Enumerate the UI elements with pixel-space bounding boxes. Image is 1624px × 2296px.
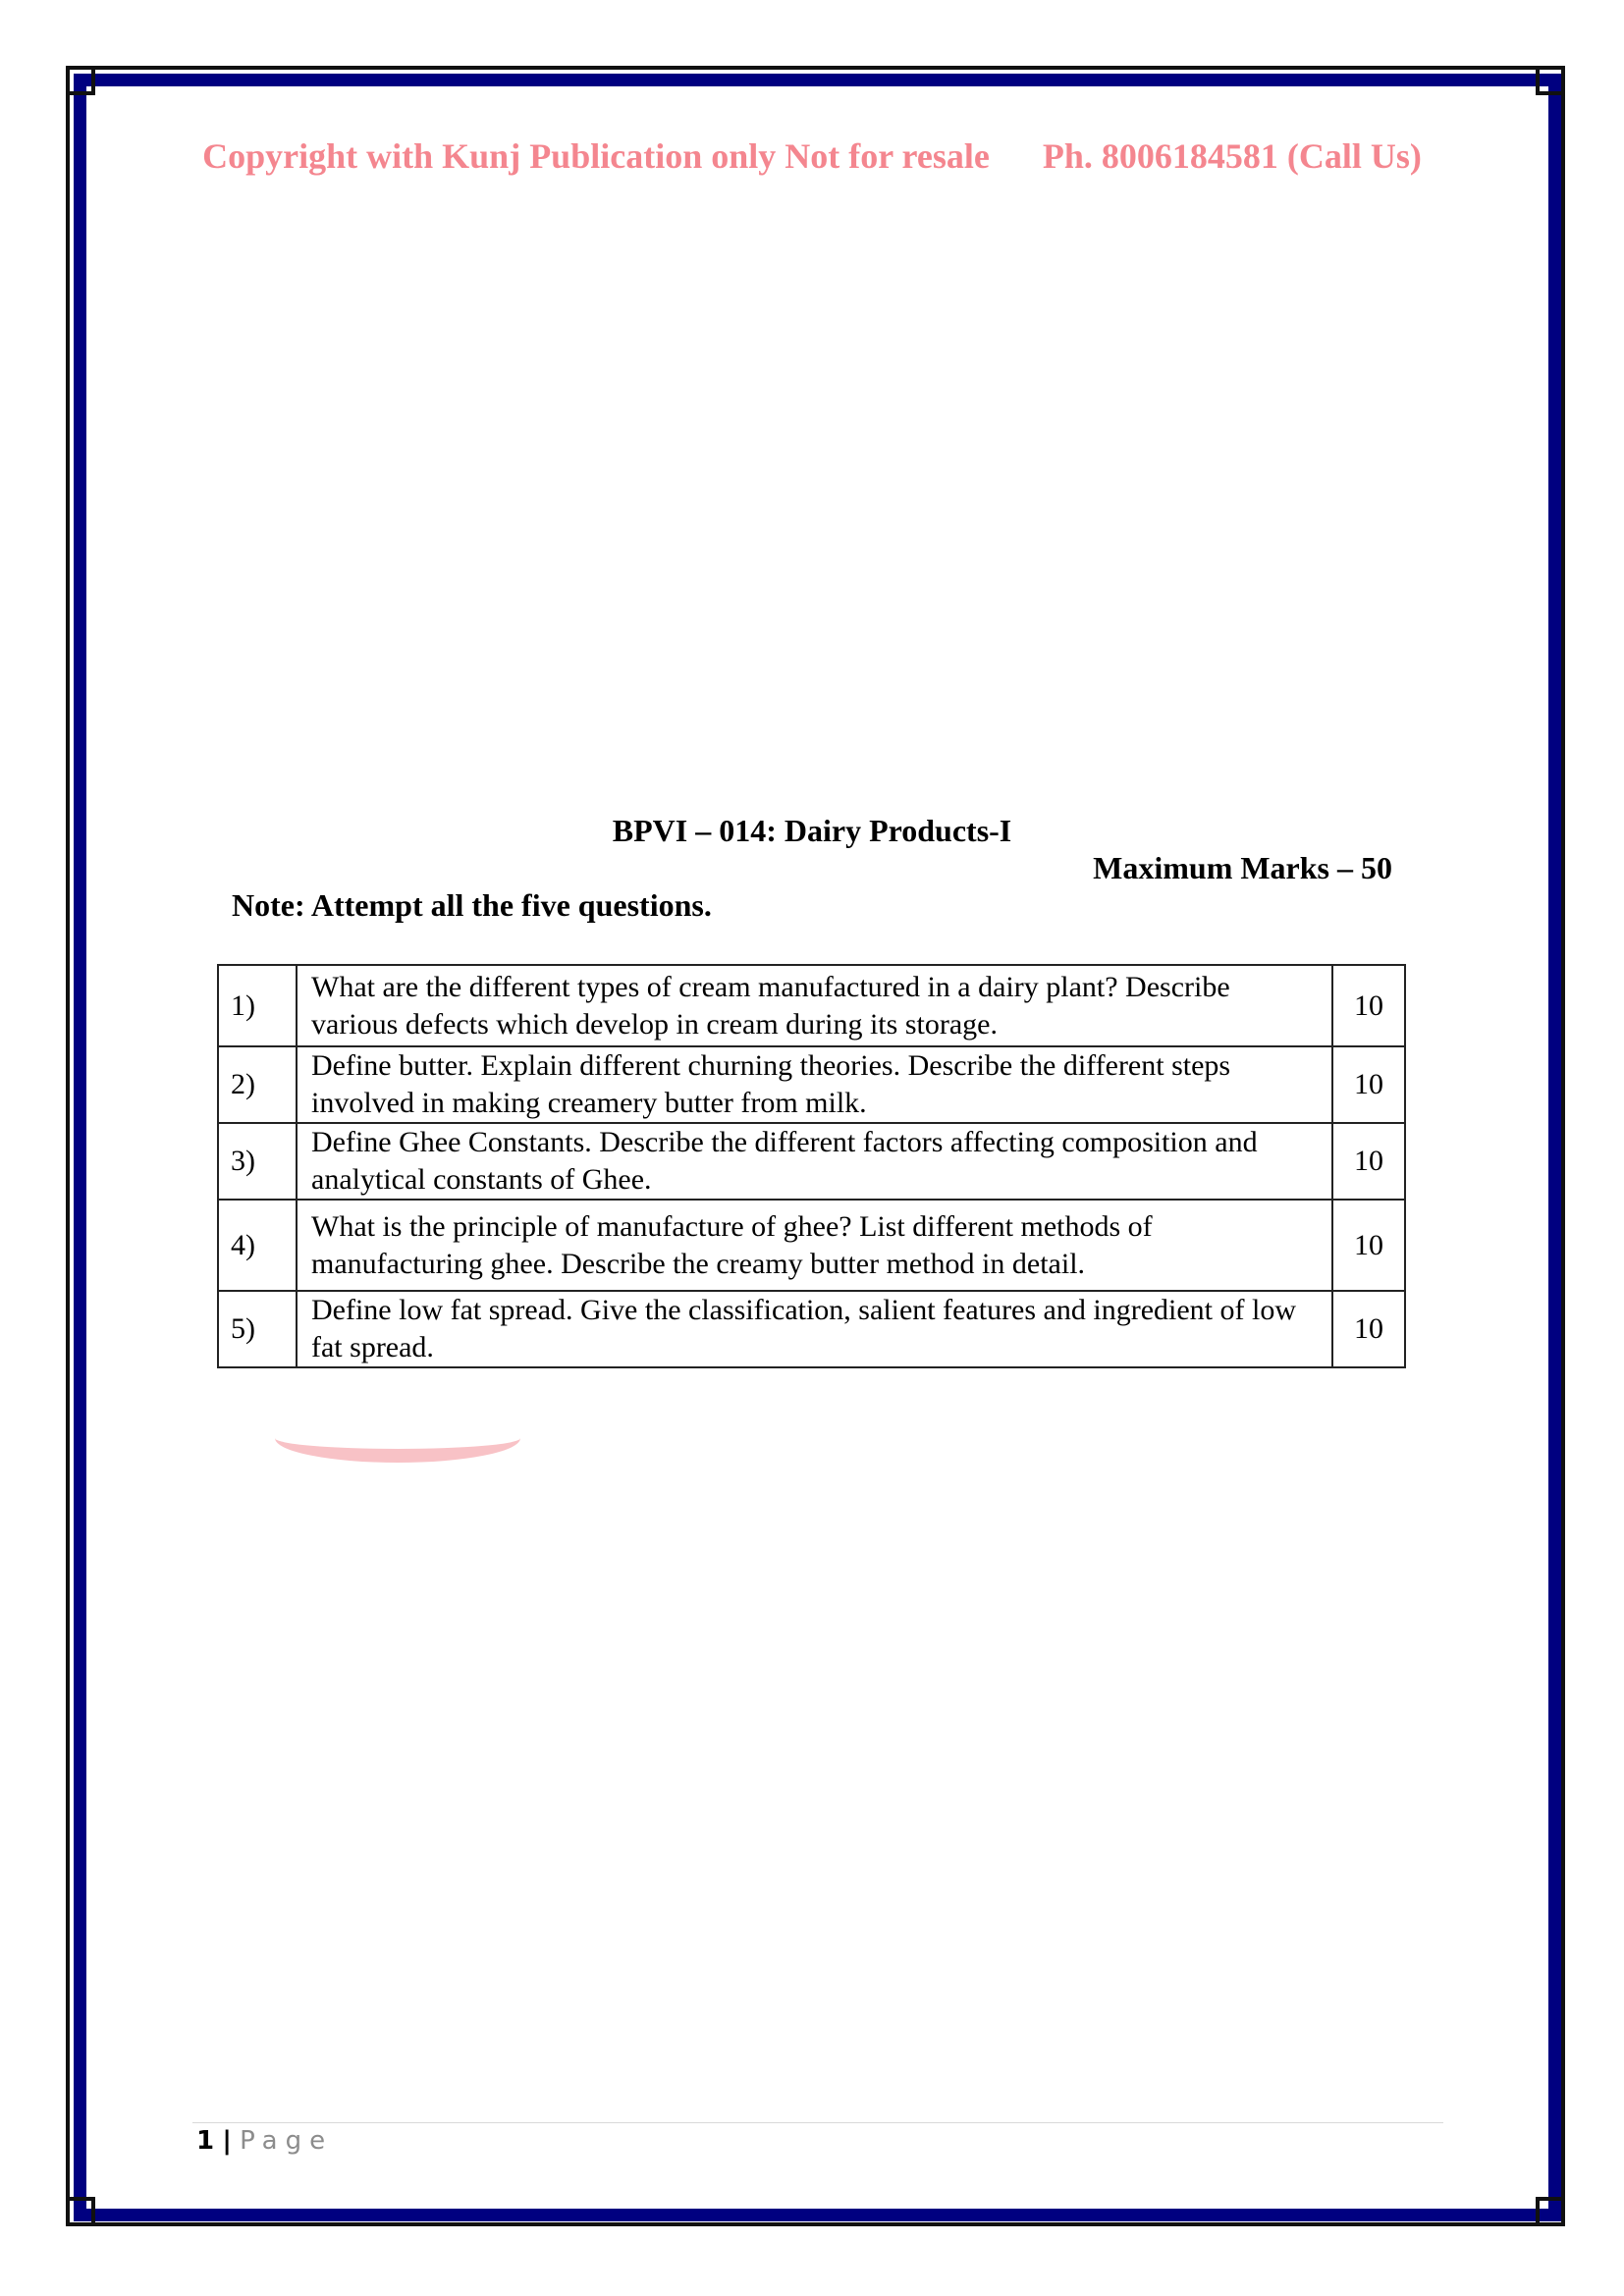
- corner-ornament: [66, 66, 95, 95]
- page-number: 1: [196, 2126, 215, 2156]
- question-text: Define butter. Explain different churning theories. Describe the different steps involved in making creamery butter from milk.: [297, 1046, 1332, 1123]
- question-text: Define low fat spread. Give the classification, salient features and ingredient of low fat spread.: [297, 1291, 1332, 1367]
- table-row: [218, 1123, 1405, 1200]
- table-row: [218, 1291, 1405, 1367]
- question-text: What is the principle of manufacture of ghee? List different methods of manufacturing ghee. Describe the creamy butter method in detail.: [297, 1200, 1332, 1291]
- question-marks: 10: [1332, 1291, 1405, 1367]
- questions-table: [217, 964, 1406, 1368]
- corner-ornament: [66, 2197, 95, 2226]
- page-label: Page: [240, 2126, 334, 2156]
- maximum-marks: Maximum Marks – 50: [1093, 850, 1392, 885]
- question-number: 2): [218, 1046, 297, 1123]
- question-marks: 10: [1332, 1123, 1405, 1200]
- watermark-smudge: [275, 1414, 520, 1463]
- table-row: [218, 1200, 1405, 1291]
- question-text: What are the different types of cream manufactured in a dairy plant? Describe various defects which develop in cream during its storage.: [297, 965, 1332, 1046]
- question-number: 3): [218, 1123, 297, 1200]
- question-marks: 10: [1332, 965, 1405, 1046]
- table-row: [218, 965, 1405, 1046]
- footer-divider: [192, 2122, 1443, 2123]
- question-number: 1): [218, 965, 297, 1046]
- question-number: 4): [218, 1200, 297, 1291]
- phone-text: Ph. 8006184581 (Call Us): [1042, 136, 1422, 176]
- question-marks: 10: [1332, 1046, 1405, 1123]
- exam-title: BPVI – 014: Dairy Products-I: [612, 813, 1012, 848]
- question-text: Define Ghee Constants. Describe the different factors affecting composition and analytical constants of Ghee.: [297, 1123, 1332, 1200]
- question-number: 5): [218, 1291, 297, 1367]
- corner-ornament: [1536, 2197, 1565, 2226]
- copyright-header: [0, 135, 1624, 177]
- copyright-text: Copyright with Kunj Publication only Not for resale: [202, 136, 990, 176]
- table-row: [218, 1046, 1405, 1123]
- question-marks: 10: [1332, 1200, 1405, 1291]
- footer-separator: |: [222, 2126, 232, 2156]
- corner-ornament: [1536, 66, 1565, 95]
- exam-note: Note: Attempt all the five questions.: [232, 887, 712, 923]
- page-footer: [196, 2126, 333, 2156]
